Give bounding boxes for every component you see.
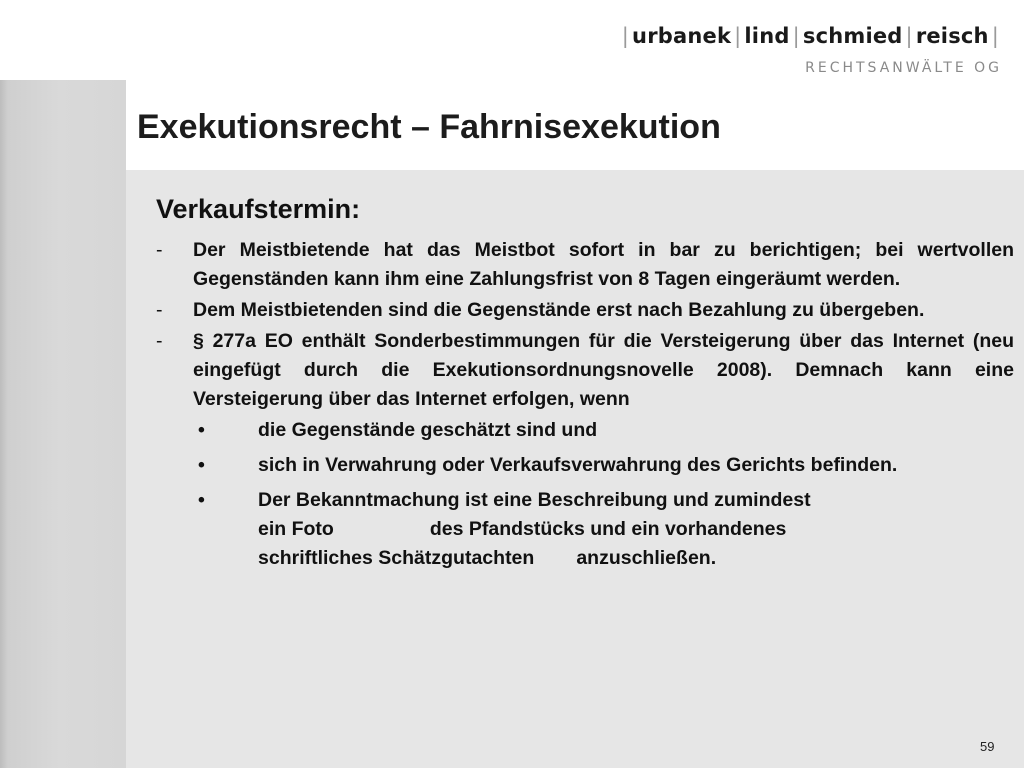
section-heading: Verkaufstermin: <box>156 194 361 224</box>
bullet-item-text: die Gegenstände geschätzt sind und <box>258 419 598 441</box>
logo-subtitle: RECHTSANWÄLTE OG <box>805 60 1002 76</box>
logo-name-urbanek: urbanek <box>632 24 732 48</box>
bullet-marker: • <box>198 419 205 441</box>
logo-name-lind: lind <box>744 24 790 48</box>
left-decorative-bar <box>0 80 126 768</box>
dash-marker: - <box>156 239 163 261</box>
logo-separator: | <box>621 24 630 48</box>
bullet-item-line: schriftliches Schätzgutachten <box>258 547 535 569</box>
logo-separator: | <box>734 24 742 48</box>
logo-separator: | <box>991 24 999 48</box>
slide-title: Exekutionsrecht – Fahrnisexekution <box>137 108 721 146</box>
dash-marker: - <box>156 299 163 321</box>
logo-separator: | <box>905 24 913 48</box>
logo-separator: | <box>792 24 800 48</box>
bullet-marker: • <box>198 454 205 476</box>
slide-body <box>156 236 1014 579</box>
logo-name-reisch: reisch <box>915 24 989 48</box>
dash-item-text: Dem Meistbietenden sind die Gegenstände erst nach Bezahlung zu übergeben. <box>193 299 925 321</box>
bullet-item-line: anzuschließen. <box>576 547 717 569</box>
dash-item-text: Der Meistbietende hat das Meistbot sofort in bar zu berichtigen; bei wertvollen Gegenständen kann ihm eine Zahlungsfrist von 8 Tagen eingeräumt werden. <box>193 239 1014 290</box>
logo-name-schmied: schmied <box>802 24 903 48</box>
firm-logo <box>582 24 1002 82</box>
logo-names <box>619 24 1002 48</box>
bullet-item-line: ein Foto <box>258 518 334 540</box>
bullet-item-text: sich in Verwahrung oder Verkaufsverwahrung des Gerichts befinden. <box>258 454 898 476</box>
dash-list-item <box>156 236 1014 294</box>
dash-marker: - <box>156 330 163 352</box>
dash-item-text: § 277a EO enthält Sonderbestimmungen für die Versteigerung über das Internet (neu eingefügt durch die Exekutionsordnungsnovelle 2008). Demnach kann eine Versteigerung über das Internet erfolgen, wenn <box>193 330 1014 410</box>
page-number: 59 <box>980 739 995 754</box>
bullet-list-item <box>156 486 1014 573</box>
bullet-list-item <box>156 451 1014 480</box>
dash-list-item <box>156 327 1014 414</box>
bullet-item-line: des Pfandstücks und ein vorhandenes <box>429 518 787 540</box>
bullet-marker: • <box>198 489 205 511</box>
dash-list-item <box>156 296 1014 325</box>
bullet-list-item <box>156 416 1014 445</box>
bullet-item-line: Der Bekanntmachung ist eine Beschreibung und zumindest <box>258 489 811 511</box>
